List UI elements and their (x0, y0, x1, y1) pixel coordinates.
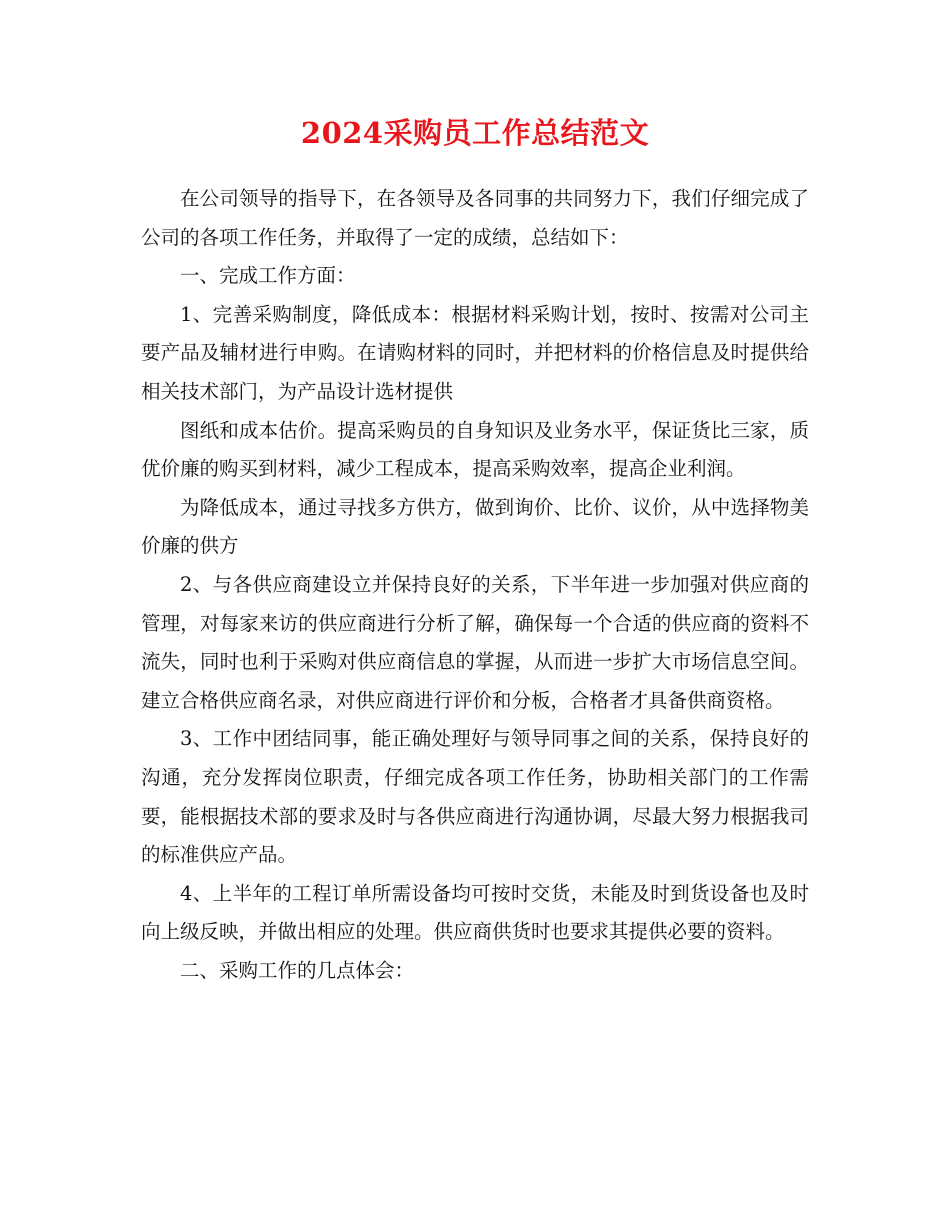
paragraph-item-1-continued: 图纸和成本估价。提高采购员的自身知识及业务水平，保证货比三家，质优价廉的购买到材料，减少工程成本，提高采购效率，提高企业利润。 (141, 418, 809, 481)
paragraph-intro: 在公司领导的指导下，在各领导及各同事的共同努力下，我们仔细完成了公司的各项工作任务，并取得了一定的成绩，总结如下： (141, 187, 809, 249)
paragraph-item-2: 2、与各供应商建设立并保持良好的关系，下半年进一步加强对供应商的管理，对每家来访的供应商进行分析了解，确保每一个合适的供应商的资料不流失，同时也利于采购对供应商信息的掌握，从而进一步扩大市场信息空间。建立合格供应商名录，对供应商进行评价和分板，合格者才具备供商资格。 (141, 572, 809, 712)
document-page (141, 108, 809, 990)
document-title: 2024采购员工作总结范文 (300, 116, 650, 150)
heading-section-1: 一、完成工作方面： (180, 264, 356, 288)
heading-section-2: 二、采购工作的几点体会： (180, 958, 415, 982)
paragraph-item-4: 4、上半年的工程订单所需设备均可按时交货，未能及时到货设备也及时向上级反映，并做出相应的处理。供应商供货时也要求其提供必要的资料。 (141, 881, 809, 944)
paragraph-item-1: 1、完善采购制度，降低成本：根据材料采购计划，按时、按需对公司主要产品及辅材进行申购。在请购材料的同时，并把材料的价格信息及时提供给相关技术部门，为产品设计选材提供 (141, 302, 809, 403)
paragraph-cost-reduction: 为降低成本，通过寻找多方供方，做到询价、比价、议价，从中选择物美价廉的供方 (141, 495, 809, 558)
paragraph-item-3: 3、工作中团结同事，能正确处理好与领导同事之间的关系，保持良好的沟通，充分发挥岗位职责，仔细完成各项工作任务，协助相关部门的工作需要，能根据技术部的要求及时与各供应商进行沟通协调，尽最大努力根据我司的标准供应产品。 (141, 727, 809, 867)
